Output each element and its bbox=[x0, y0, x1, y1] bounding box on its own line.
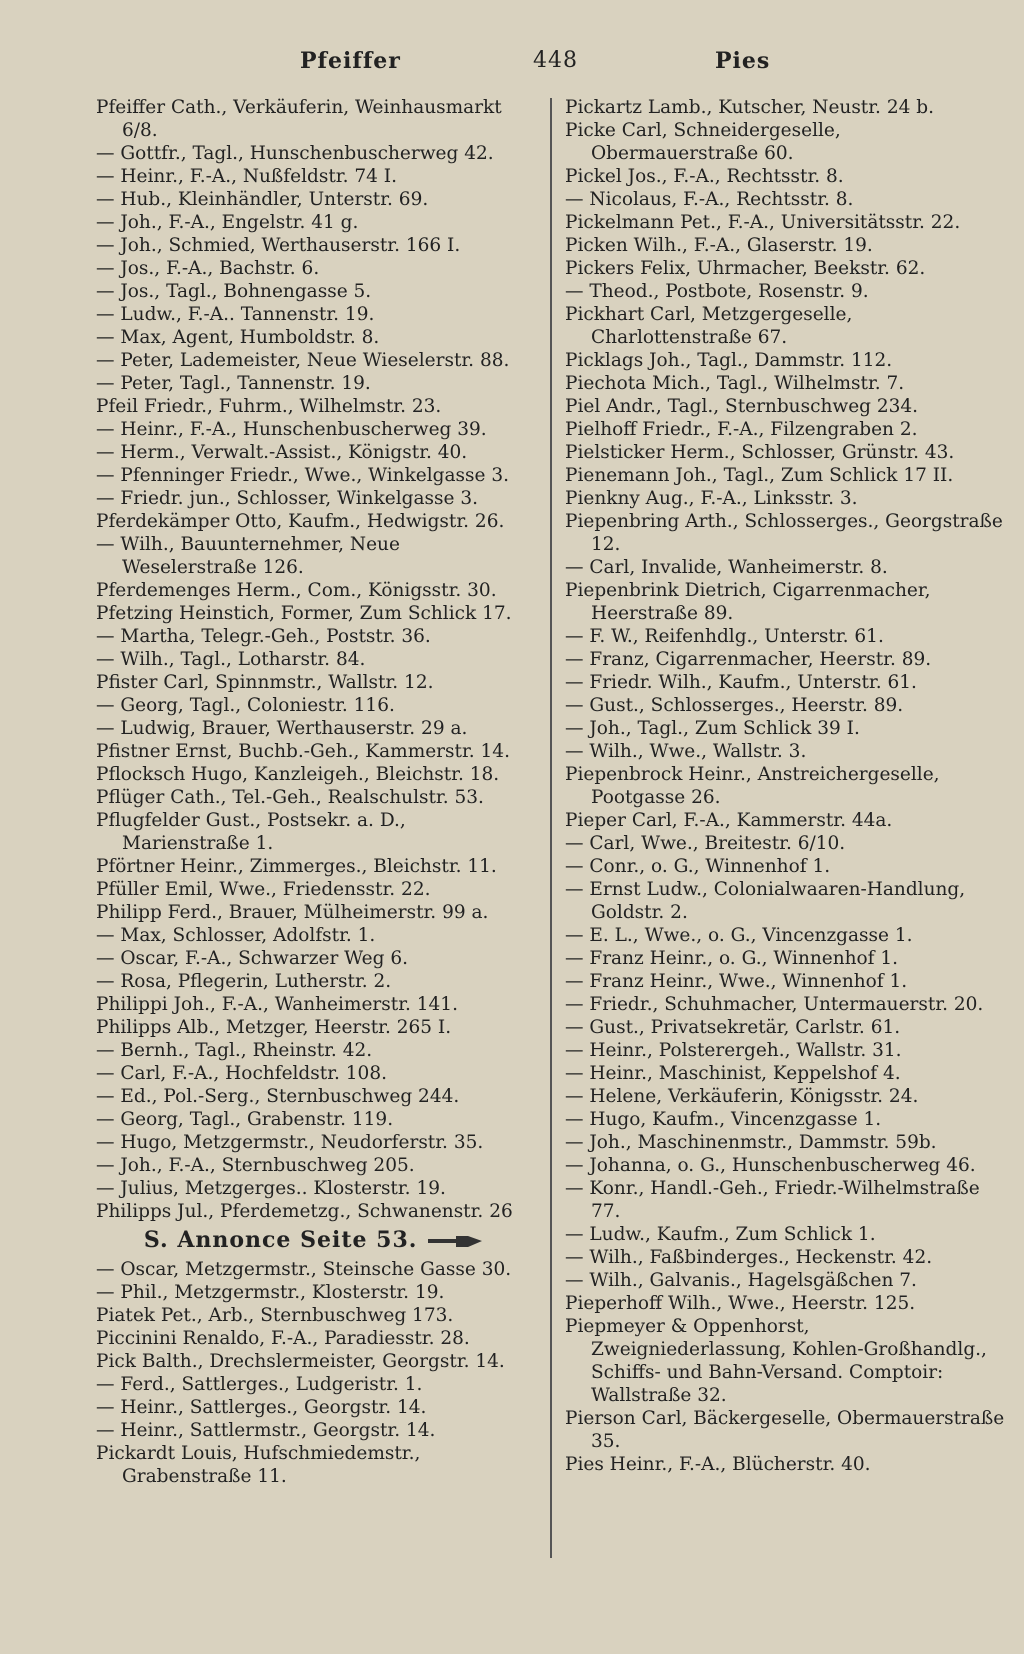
directory-entry: Piccinini Renaldo, F.-A., Paradiesstr. 28. bbox=[96, 1328, 470, 1349]
notice-text: S. Annonce Seite 53. bbox=[143, 1227, 418, 1253]
directory-entry: Pickers Felix, Uhrmacher, Beekstr. 62. bbox=[565, 258, 926, 279]
left-column bbox=[96, 96, 532, 1488]
directory-entry: Pierson Carl, Bäckergeselle, Obermauerstraße 35. bbox=[565, 1408, 1005, 1452]
directory-entry: — Hugo, Metzgermstr., Neudorferstr. 35. bbox=[96, 1132, 484, 1153]
directory-entry: — Herm., Verwalt.-Assist., Königstr. 40. bbox=[96, 442, 468, 463]
directory-entry: — Bernh., Tagl., Rheinstr. 42. bbox=[96, 1040, 373, 1061]
directory-entry: Pflüger Cath., Tel.-Geh., Realschulstr. 53. bbox=[96, 787, 484, 808]
directory-entry: — E. L., Wwe., o. G., Vincenzgasse 1. bbox=[565, 925, 913, 946]
directory-entry: — Nicolaus, F.-A., Rechtsstr. 8. bbox=[565, 189, 854, 210]
directory-entry: Pfeiffer Cath., Verkäuferin, Weinhausmarkt 6/8. bbox=[96, 97, 502, 141]
directory-entry: Picken Wilh., F.-A., Glaserstr. 19. bbox=[565, 235, 873, 256]
directory-entry: — Carl, F.-A., Hochfeldstr. 108. bbox=[96, 1063, 387, 1084]
directory-entry: Pick Balth., Drechslermeister, Georgstr. 14. bbox=[96, 1351, 505, 1372]
directory-entry: — Friedr., Schuhmacher, Untermauerstr. 20. bbox=[565, 994, 984, 1015]
directory-entry: Philippi Joh., F.-A., Wanheimerstr. 141. bbox=[96, 994, 458, 1015]
directory-entry: Philipps Jul., Pferdemetzg., Schwanenstr. 26 bbox=[96, 1201, 513, 1222]
directory-entry: Philipps Alb., Metzger, Heerstr. 265 I. bbox=[96, 1017, 452, 1038]
header-left-keyword: Pfeiffer bbox=[300, 48, 401, 74]
directory-entry: — Joh., Schmied, Werthauserstr. 166 I. bbox=[96, 235, 461, 256]
directory-entry: — Jos., F.-A., Bachstr. 6. bbox=[96, 258, 320, 279]
directory-entry: Pienemann Joh., Tagl., Zum Schlick 17 II. bbox=[565, 465, 954, 486]
directory-entry: — Gust., Schlosserges., Heerstr. 89. bbox=[565, 695, 904, 716]
directory-entry: — Wilh., Faßbinderges., Heckenstr. 42. bbox=[565, 1247, 933, 1268]
directory-entry: — Peter, Lademeister, Neue Wieselerstr. 88. bbox=[96, 350, 510, 371]
directory-entry: — Max, Schlosser, Adolfstr. 1. bbox=[96, 925, 376, 946]
directory-entry: Pies Heinr., F.-A., Blücherstr. 40. bbox=[565, 1454, 871, 1475]
directory-entry: — Joh., Tagl., Zum Schlick 39 I. bbox=[565, 718, 860, 739]
directory-entry: Pickartz Lamb., Kutscher, Neustr. 24 b. bbox=[565, 97, 934, 118]
directory-entry: Pfeil Friedr., Fuhrm., Wilhelmstr. 23. bbox=[96, 396, 442, 417]
directory-entry: — Carl, Wwe., Breitestr. 6/10. bbox=[565, 833, 846, 854]
directory-entry: — Jos., Tagl., Bohnengasse 5. bbox=[96, 281, 372, 302]
directory-entry: — Rosa, Pflegerin, Lutherstr. 2. bbox=[96, 971, 392, 992]
directory-entry: — Oscar, F.-A., Schwarzer Weg 6. bbox=[96, 948, 408, 969]
directory-entry: — Gottfr., Tagl., Hunschenbuscherweg 42. bbox=[96, 143, 494, 164]
directory-entry: — Joh., Maschinenmstr., Dammstr. 59b. bbox=[565, 1132, 937, 1153]
directory-entry: — Heinr., Sattlerges., Georgstr. 14. bbox=[96, 1397, 427, 1418]
directory-entry: Pfistner Ernst, Buchb.-Geh., Kammerstr. 14. bbox=[96, 741, 510, 762]
header-right-keyword: Pies bbox=[715, 48, 771, 74]
directory-entry: Pfister Carl, Spinnmstr., Wallstr. 12. bbox=[96, 672, 434, 693]
directory-entry: — Joh., F.-A., Sternbuschweg 205. bbox=[96, 1155, 415, 1176]
directory-entry: Picklags Joh., Tagl., Dammstr. 112. bbox=[565, 350, 893, 371]
directory-entry: Piepenbrink Dietrich, Cigarrenmacher, Heerstraße 89. bbox=[565, 580, 931, 624]
right-column bbox=[565, 96, 1005, 1476]
directory-entry: Pieper Carl, F.-A., Kammerstr. 44a. bbox=[565, 810, 893, 831]
directory-entry: — Ludwig, Brauer, Werthauserstr. 29 a. bbox=[96, 718, 468, 739]
directory-entry: Pielsticker Herm., Schlosser, Grünstr. 43. bbox=[565, 442, 955, 463]
directory-entry: Pielhoff Friedr., F.-A., Filzengraben 2. bbox=[565, 419, 918, 440]
directory-entry: — Heinr., F.-A., Nußfeldstr. 74 I. bbox=[96, 166, 397, 187]
directory-entry: — Wilh., Bauunternehmer, Neue Weselerstraße 126. bbox=[96, 534, 400, 578]
directory-entry: Pferdemenges Herm., Com., Königsstr. 30. bbox=[96, 580, 497, 601]
directory-entry: Pförtner Heinr., Zimmerges., Bleichstr. 11. bbox=[96, 856, 497, 877]
directory-entry: — Oscar, Metzgermstr., Steinsche Gasse 30. bbox=[96, 1259, 512, 1280]
advertisement-notice bbox=[96, 1229, 532, 1252]
directory-entry: Pieperhoff Wilh., Wwe., Heerstr. 125. bbox=[565, 1293, 916, 1314]
directory-entry: — Hub., Kleinhändler, Unterstr. 69. bbox=[96, 189, 429, 210]
directory-entry: — Johanna, o. G., Hunschenbuscherweg 46. bbox=[565, 1155, 976, 1176]
directory-entry: Pfetzing Heinstich, Former, Zum Schlick 17. bbox=[96, 603, 512, 624]
directory-entry: Pferdekämper Otto, Kaufm., Hedwigstr. 26. bbox=[96, 511, 505, 532]
directory-entry: — Hugo, Kaufm., Vincenzgasse 1. bbox=[565, 1109, 882, 1130]
directory-entry: Piatek Pet., Arb., Sternbuschweg 173. bbox=[96, 1305, 454, 1326]
directory-entry: Pienkny Aug., F.-A., Linksstr. 3. bbox=[565, 488, 858, 509]
directory-entry: — Ernst Ludw., Colonialwaaren-Handlung, Goldstr. 2. bbox=[565, 879, 966, 923]
directory-entry: — Heinr., Maschinist, Keppelshof 4. bbox=[565, 1063, 901, 1084]
directory-entry: — Franz, Cigarrenmacher, Heerstr. 89. bbox=[565, 649, 932, 670]
directory-entry: — Georg, Tagl., Coloniestr. 116. bbox=[96, 695, 395, 716]
directory-entry: — Conr., o. G., Winnenhof 1. bbox=[565, 856, 831, 877]
directory-entry: — Wilh., Wwe., Wallstr. 3. bbox=[565, 741, 807, 762]
directory-entry: — Joh., F.-A., Engelstr. 41 g. bbox=[96, 212, 359, 233]
directory-entry: — Wilh., Tagl., Lotharstr. 84. bbox=[96, 649, 366, 670]
directory-entry: Pfüller Emil, Wwe., Friedensstr. 22. bbox=[96, 879, 431, 900]
directory-entry: Piechota Mich., Tagl., Wilhelmstr. 7. bbox=[565, 373, 905, 394]
directory-entry: — Ludw., F.-A.. Tannenstr. 19. bbox=[96, 304, 375, 325]
directory-entry: — Friedr. jun., Schlosser, Winkelgasse 3. bbox=[96, 488, 478, 509]
directory-entry: — Georg, Tagl., Grabenstr. 119. bbox=[96, 1109, 394, 1130]
directory-entry: — Ed., Pol.-Serg., Sternbuschweg 244. bbox=[96, 1086, 460, 1107]
directory-entry: Pflugfelder Gust., Postsekr. a. D., Marienstraße 1. bbox=[96, 810, 406, 854]
directory-entry: Philipp Ferd., Brauer, Mülheimerstr. 99 a. bbox=[96, 902, 489, 923]
directory-entry: Pflocksch Hugo, Kanzleigeh., Bleichstr. 18. bbox=[96, 764, 500, 785]
directory-entry: Pickardt Louis, Hufschmiedemstr., Grabenstraße 11. bbox=[96, 1443, 421, 1487]
directory-entry: — Wilh., Galvanis., Hagelsgäßchen 7. bbox=[565, 1270, 917, 1291]
page-number: 448 bbox=[533, 48, 578, 73]
directory-entry: Piepenbrock Heinr., Anstreichergeselle, Pootgasse 26. bbox=[565, 764, 940, 808]
column-divider bbox=[550, 98, 552, 1558]
directory-entry: — Phil., Metzgermstr., Klosterstr. 19. bbox=[96, 1282, 445, 1303]
directory-entry: — Heinr., Sattlermstr., Georgstr. 14. bbox=[96, 1420, 436, 1441]
directory-entry: Pickhart Carl, Metzgergeselle, Charlottenstraße 67. bbox=[565, 304, 853, 348]
directory-entry: — F. W., Reifenhdlg., Unterstr. 61. bbox=[565, 626, 884, 647]
directory-entry: — Julius, Metzgerges.. Klosterstr. 19. bbox=[96, 1178, 446, 1199]
directory-entry: — Martha, Telegr.-Geh., Poststr. 36. bbox=[96, 626, 431, 647]
directory-entry: — Heinr., F.-A., Hunschenbuscherweg 39. bbox=[96, 419, 487, 440]
directory-entry: Piel Andr., Tagl., Sternbuschweg 234. bbox=[565, 396, 919, 417]
directory-entry: — Pfenninger Friedr., Wwe., Winkelgasse 3. bbox=[96, 465, 510, 486]
directory-entry: — Franz Heinr., Wwe., Winnenhof 1. bbox=[565, 971, 908, 992]
directory-entry: — Peter, Tagl., Tannenstr. 19. bbox=[96, 373, 371, 394]
directory-entry: — Carl, Invalide, Wanheimerstr. 8. bbox=[565, 557, 888, 578]
directory-entry: Pickel Jos., F.-A., Rechtsstr. 8. bbox=[565, 166, 844, 187]
directory-entry: Pickelmann Pet., F.-A., Universitätsstr. 22. bbox=[565, 212, 961, 233]
directory-entry: Piepmeyer & Oppenhorst, Zweigniederlassung, Kohlen-Großhandlg., Schiffs- und Bahn-Versand. Comptoir: Wallstraße 32. bbox=[565, 1316, 987, 1406]
directory-entry: — Gust., Privatsekretär, Carlstr. 61. bbox=[565, 1017, 901, 1038]
directory-entry: — Helene, Verkäuferin, Königsstr. 24. bbox=[565, 1086, 919, 1107]
directory-entry: — Ludw., Kaufm., Zum Schlick 1. bbox=[565, 1224, 876, 1245]
directory-entry: Picke Carl, Schneidergeselle, Obermauerstraße 60. bbox=[565, 120, 841, 164]
directory-entry: — Max, Agent, Humboldstr. 8. bbox=[96, 327, 380, 348]
directory-entry: — Ferd., Sattlerges., Ludgeristr. 1. bbox=[96, 1374, 423, 1395]
directory-entry: — Friedr. Wilh., Kaufm., Unterstr. 61. bbox=[565, 672, 917, 693]
pointing-hand-icon bbox=[426, 1232, 484, 1250]
directory-entry: — Konr., Handl.-Geh., Friedr.-Wilhelmstraße 77. bbox=[565, 1178, 980, 1222]
directory-entry: — Heinr., Polsterergeh., Wallstr. 31. bbox=[565, 1040, 902, 1061]
directory-entry: — Franz Heinr., o. G., Winnenhof 1. bbox=[565, 948, 899, 969]
directory-entry: — Theod., Postbote, Rosenstr. 9. bbox=[565, 281, 869, 302]
directory-entry: Piepenbring Arth., Schlosserges., Georgstraße 12. bbox=[565, 511, 1003, 555]
